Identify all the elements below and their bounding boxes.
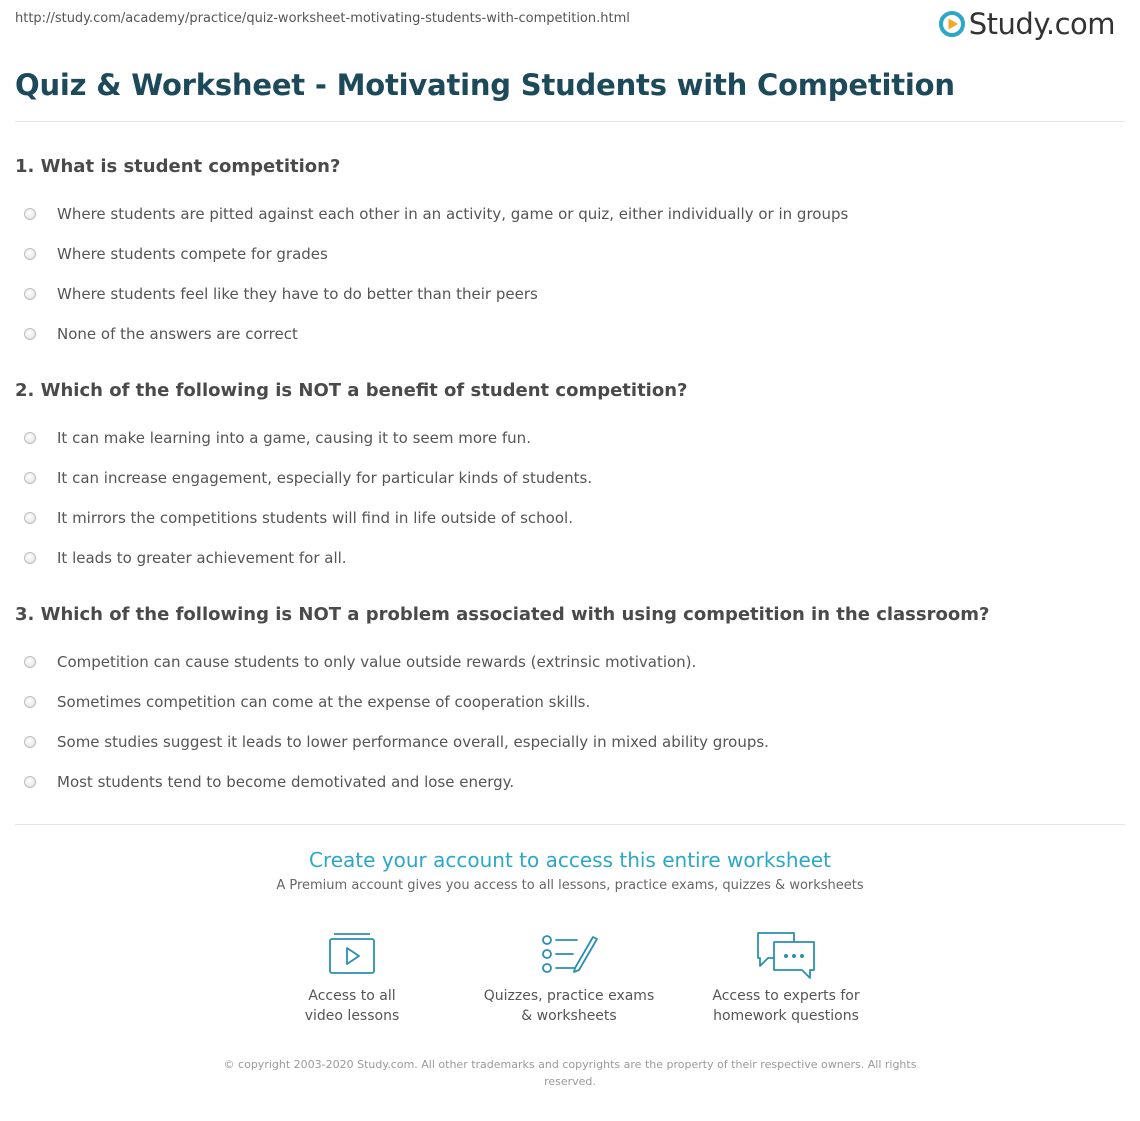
title-divider [15, 121, 1125, 122]
radio-button[interactable] [24, 776, 36, 788]
question-title: 3. Which of the following is NOT a problem associated with using competition in the classroom? [15, 604, 990, 625]
feature-label-line2: video lessons [304, 1008, 400, 1024]
answer-option[interactable] [15, 458, 1125, 498]
radio-button[interactable] [24, 656, 36, 668]
feature-label-line1: Quizzes, practice exams [483, 988, 655, 1004]
feature-label-line1: Access to experts for [712, 988, 860, 1004]
feature-label-line2: & worksheets [521, 1008, 617, 1024]
answer-text: Sometimes competition can come at the expense of cooperation skills. [57, 693, 591, 711]
feature-label-line1: Access to all [308, 988, 396, 1004]
answer-text: It can make learning into a game, causing it to seem more fun. [57, 429, 531, 447]
radio-button[interactable] [24, 512, 36, 524]
radio-button[interactable] [24, 472, 36, 484]
page-title: Quiz & Worksheet - Motivating Students with Competition [15, 68, 955, 102]
radio-button[interactable] [24, 208, 36, 220]
answer-text: Competition can cause students to only value outside rewards (extrinsic motivation). [57, 653, 697, 671]
logo-text: Study.com [968, 7, 1115, 41]
question-1 [15, 154, 1125, 354]
answer-text: It can increase engagement, especially for particular kinds of students. [57, 469, 593, 487]
answer-list [15, 418, 1125, 578]
question-title: 2. Which of the following is NOT a benefit of student competition? [15, 380, 688, 401]
radio-button[interactable] [24, 288, 36, 300]
answer-text: Some studies suggest it leads to lower performance overall, especially in mixed ability groups. [57, 733, 769, 751]
answer-option[interactable] [15, 314, 1125, 354]
signup-cta [0, 846, 1140, 893]
question-2 [15, 378, 1125, 578]
study-logo[interactable] [939, 6, 1115, 42]
feature-quizzes [479, 928, 659, 1026]
feature-video-lessons [262, 928, 442, 1026]
feature-label-line2: homework questions [713, 1008, 859, 1024]
answer-text: Where students feel like they have to do better than their peers [57, 285, 538, 303]
question-title: 1. What is student competition? [15, 156, 341, 177]
answer-option[interactable] [15, 274, 1125, 314]
answer-option[interactable] [15, 194, 1125, 234]
answer-option[interactable] [15, 722, 1125, 762]
cta-title-link[interactable]: Create your account to access this entire worksheet [309, 848, 831, 872]
radio-button[interactable] [24, 328, 36, 340]
answer-option[interactable] [15, 418, 1125, 458]
radio-button[interactable] [24, 552, 36, 564]
quiz-checklist-icon [537, 928, 601, 980]
answer-text: Most students tend to become demotivated and lose energy. [57, 773, 515, 791]
video-lessons-icon [320, 928, 384, 980]
answer-list [15, 642, 1125, 802]
answer-option[interactable] [15, 642, 1125, 682]
answer-option[interactable] [15, 498, 1125, 538]
feature-experts [696, 928, 876, 1026]
cta-subtitle: A Premium account gives you access to all lessons, practice exams, quizzes & worksheets [276, 878, 864, 893]
section-divider [15, 824, 1125, 825]
chat-bubbles-icon [754, 928, 818, 980]
answer-text: Where students are pitted against each other in an activity, game or quiz, either individually or in groups [57, 205, 849, 223]
answer-option[interactable] [15, 234, 1125, 274]
answer-list [15, 194, 1125, 354]
answer-text: It mirrors the competitions students will find in life outside of school. [57, 509, 573, 527]
question-3 [15, 602, 1125, 802]
answer-text: Where students compete for grades [57, 245, 328, 263]
radio-button[interactable] [24, 432, 36, 444]
radio-button[interactable] [24, 696, 36, 708]
answer-option[interactable] [15, 762, 1125, 802]
answer-text: None of the answers are correct [57, 325, 298, 343]
radio-button[interactable] [24, 248, 36, 260]
copyright-notice: © copyright 2003-2020 Study.com. All other trademarks and copyrights are the property of their respective owners. All rights reserved. [223, 1058, 917, 1088]
answer-text: It leads to greater achievement for all. [57, 549, 347, 567]
page-url: http://study.com/academy/practice/quiz-worksheet-motivating-students-with-competition.html [15, 11, 630, 26]
radio-button[interactable] [24, 736, 36, 748]
play-circle-logo-icon [939, 11, 965, 37]
answer-option[interactable] [15, 682, 1125, 722]
answer-option[interactable] [15, 538, 1125, 578]
